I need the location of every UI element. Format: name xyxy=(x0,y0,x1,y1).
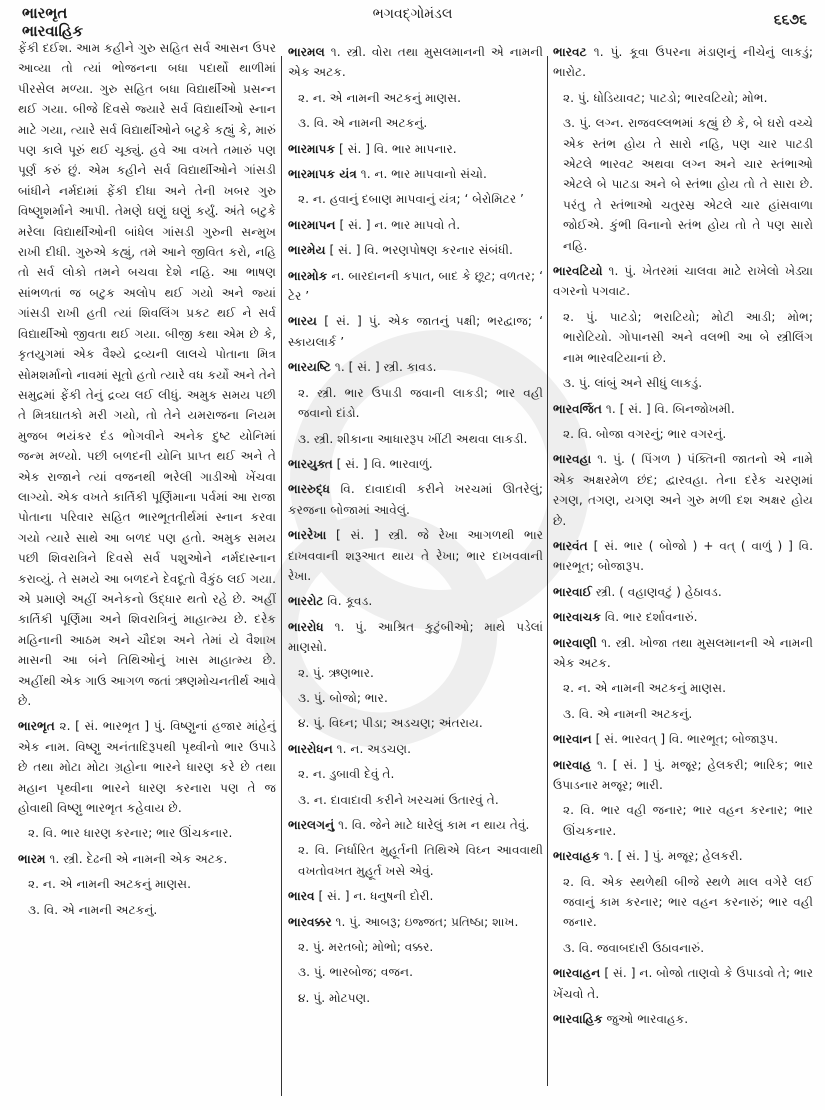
definition: [ સં. ] પું. એક જાતનું પક્ષી; ભરદ્વાજ; ‘ સ્કાયલાર્ક ’ xyxy=(288,314,544,349)
sense: ૩. પું. લગ્ન. રાજવલ્લભમાં કહ્યું છે કે, બે ઘરો વચ્ચે એક સ્તંભ હોય તે સારો નહિ, પણ ચાર પાટડી એટલે ભારવટ અથવા લગ્ન અને ચાર સ્તંભાઓ એટલે બે પાટડા અને બે સ્તંભા હોય તો તે સારા છે. પરંતુ તે સ્તંભાઓ ચતુરસ્ર એટલે ચાર હાંસવાળા જોઈએ. કુંભી વિનાનો સ્તંભ હોય તો તે પણ સારો નહિ. xyxy=(563,116,813,253)
headword: ભારવાહક xyxy=(553,849,600,864)
dictionary-entry xyxy=(553,607,813,627)
headword: ભારરુદ્ધ xyxy=(288,482,331,497)
definition: [ સં. ] વિ. ભારવાળું. xyxy=(336,456,433,471)
headword: ભારયષ્ટિ xyxy=(288,360,332,375)
definition: ૧. [ સં. ] પું. મજૂર; હેલકરી; ભારિક; ભાર ઉપાડનાર મજૂર; ભારી. xyxy=(553,757,813,792)
definition: જુઓ ભારવાહક. xyxy=(606,1012,689,1027)
headword: ભારવહા xyxy=(553,452,592,467)
dictionary-entry xyxy=(288,42,543,83)
dictionary-entry xyxy=(288,739,543,759)
headword: ભારવ xyxy=(288,889,315,904)
headword: ભારવાહિક xyxy=(553,1012,603,1027)
headword: ભારવક્કર xyxy=(288,914,332,929)
headword: ભારવાન xyxy=(553,732,592,747)
headword: ભારરોટ xyxy=(288,594,324,609)
sense: ૨. વિ. નિર્ધારિત મુહૂર્તની તિથિએ વિઘ્ન આવવાથી વખતોવખત મુહૂર્ત ખસે એવું. xyxy=(298,843,543,878)
column-middle xyxy=(288,42,543,1100)
headword: ભારવાઈ xyxy=(553,584,593,599)
headword: ભારવાણી xyxy=(553,635,597,650)
dictionary-entry xyxy=(553,536,813,577)
sense: ૨. પું. મરતબો; મોભો; વક્કર. xyxy=(298,940,434,955)
dictionary-entry xyxy=(288,886,543,906)
sense: ૪. પું. વિઘ્ન; પીડા; અડચણ; અંતરાય. xyxy=(298,716,483,731)
definition: ૧. પું. કૂવા ઉપરના મંડાણનું નીચેનું લાકડું; ભારોટ. xyxy=(553,45,813,80)
definition: [ સં. ] વિ. ભાર માપનાર. xyxy=(339,141,457,156)
dictionary-entry xyxy=(18,716,276,818)
dictionary-entry xyxy=(288,479,543,520)
dictionary-entry xyxy=(553,399,813,419)
dictionary-entry xyxy=(553,582,813,602)
sense: ૩. પું. ભારબોજ; વજન. xyxy=(298,965,413,980)
definition: ૧. [ સં. ] વિ. બિનજોખમી. xyxy=(605,401,735,416)
sense: ૩. વિ. એ નામની અટકનું. xyxy=(28,902,158,917)
sense: ૨. ન. એ નામની અટકનું માણસ. xyxy=(563,681,727,696)
dictionary-entry xyxy=(553,846,813,866)
definition: સ્ત્રી. ( વહાણવટું ) હેઠાવડ. xyxy=(595,584,722,599)
sense: ૨. વિ. એક સ્થળેથી બીજે સ્થળે માલ વગેરે લઈ જવાનું કામ કરનાર; ભાર વહન કરનારું; ભાર વહી જનાર. xyxy=(563,874,813,930)
headword: ભારવાહન xyxy=(553,966,601,981)
sense: ૨. પું. ઋણભાર. xyxy=(298,665,374,680)
dictionary-entry xyxy=(553,42,813,83)
dictionary-entry xyxy=(288,815,543,835)
headword: ભારમેય xyxy=(288,243,326,258)
dictionary-entry xyxy=(553,449,813,531)
definition: વિ. કૂવડ. xyxy=(327,594,373,609)
dictionary-entry xyxy=(288,266,543,307)
headword: ભારલગનું xyxy=(288,818,335,832)
column-right xyxy=(553,42,813,1100)
sense: ૨. વિ. ભાર ધારણ કરનાર; ભાર ઊંચકનાર. xyxy=(28,826,233,841)
headword: ભારમોક xyxy=(288,268,328,283)
definition: ૧. સ્ત્રી. વોરા તથા મુસલમાનની એ નામની એક અટક. xyxy=(288,45,543,80)
headword: ભારય xyxy=(288,314,318,329)
headword: ભારમ xyxy=(18,851,46,866)
definition: ૧. ન. ભાર માપવાનો સંચો. xyxy=(360,167,487,182)
dictionary-entry xyxy=(288,454,543,474)
dictionary-entry xyxy=(553,963,813,1004)
definition: [ સં. ] ન. બોજો તાણવો કે ઉપાડવો તે; ભાર ખેંચવો તે. xyxy=(553,966,814,1001)
dictionary-entry xyxy=(288,215,543,235)
definition: ૧. વિ. જેને માટે ધારેલું કામ ન થાય તેવું. xyxy=(338,818,530,832)
guide-word-last: ભારવાહિક xyxy=(22,22,84,40)
sense: ૩. વિ. એ નામની અટકનું. xyxy=(298,116,428,131)
definition: ૧. [ સં. ] સ્ત્રી. કાવડ. xyxy=(334,360,437,375)
headword: ભારમાપક યંત્ર xyxy=(288,167,357,182)
definition: [ સં. ભારવત્ ] વિ. ભારભૂત; બોજારૂપ. xyxy=(595,732,779,747)
dictionary-entry xyxy=(288,139,543,159)
definition: [ સં. ] સ્ત્રી. જે રેખા આગળથી ભાર દાખવવાની શરૂઆત થાય તે રેખા; ભાર દાખવવાની રેખા. xyxy=(288,528,543,583)
definition: ન. બારદાનની કપાત, બાદ કે છૂટ; વળતર; ‘ ટેર ’ xyxy=(288,268,543,304)
definition: વિ. દાવાદાવી કરીને ખરચમાં ઊતરેલું; કરજના બોજામાં આવેલું. xyxy=(288,482,544,517)
dictionary-entry xyxy=(288,357,543,377)
sense: ૩. ન. દાવાદાવી કરીને ખરચમાં ઉતારવું તે. xyxy=(298,792,499,807)
dictionary-entry xyxy=(553,633,813,674)
sense: ૩. સ્ત્રી. શીકાના આધારરૂપ ખીંટી અથવા લાકડી. xyxy=(298,431,528,446)
sense: ૨. પું. ધોડિયાવટ; પાટડો; ભારવટિયો; મોભ. xyxy=(563,90,768,105)
definition: ૧. પું. ( પિંગળ ) પંક્તિની જાતનો એ નામે એક અક્ષરમેળ છંદ; દ્વારવહા. તેના દરેક ચરણમાં રગણ, તગણ, યગણ અને ગુરુ મળી દશ અક્ષર હોય છે. xyxy=(553,452,813,528)
sense: ૨. સ્ત્રી. ભાર ઉપાડી જવાની લાકડી; ભાર વહી જવાનો દાંડો. xyxy=(298,385,543,421)
definition: [ સં. ભાર ( બોજો ) + વત્ ( વાળું ) ] વિ. ભારભૂત; બોજારૂપ. xyxy=(553,538,813,574)
headword: ભારભૃત xyxy=(18,719,55,734)
dictionary-entry xyxy=(288,525,543,586)
sense: ૨. ન. હવાનું દબાણ માપવાનું યંત્ર; ‘ બેરોમિટર ’ xyxy=(298,192,524,207)
headword: ભારયુક્ત xyxy=(288,456,333,471)
definition: ૧. [ સં. ] પું. મજૂર; હેલકરી. xyxy=(603,849,743,864)
sense: ૪. પું. મોટપણ. xyxy=(298,990,371,1005)
definition: [ સં. ] વિ. ભરણપોષણ કરનાર સંબંધી. xyxy=(329,243,513,258)
headword: ભારવાચક xyxy=(553,610,601,625)
dictionary-entry xyxy=(18,849,276,869)
sense: ૨. ન. ડુબાવી દેવું તે. xyxy=(298,767,395,782)
dictionary-entry xyxy=(553,261,813,302)
definition: ૧. પું. આબરૂ; ઇજ્જત; પ્રતિષ્ઠા; શાખ. xyxy=(335,914,519,929)
dictionary-entry xyxy=(553,729,813,749)
page-header xyxy=(0,0,825,40)
headword: ભારવટિયો xyxy=(553,264,603,279)
sense: ૨. ન. એ નામની અટકનું માણસ. xyxy=(298,90,462,105)
definition: વિ. ભાર દર્શાવનારું. xyxy=(604,610,698,625)
column-divider xyxy=(281,56,282,1096)
sense: ૨. પું. પાટડો; ભરાટિયો; મોટી આડી; મોભ; ભારોટિયો. ગોપાનસી અને વલભી આ બે સ્ત્રીલિંગ નામ ભારવટિયાનાં છે. xyxy=(563,309,813,365)
continued-text: ફેંકી દઈશ. આમ કહીને ગુરુ સહિત સર્વ આસન ઉપર આવ્યા તો ત્યાં ભોજનના બધા પદાર્થો થાળીમાં પીરસેલ મળ્યા. ગુરુ સહિત બધા વિદ્યાર્થીઓ પ્રસન્ન થઈ ગયા. બીજે દિવસે જ્યારે સર્વ વિદ્યાર્થીઓ સ્નાન માટે ગયા, ત્યારે સર્વ વિદ્યાર્થીઓને બટુકે કહ્યું કે, મારું પણ કાલે પૂરું થઈ ચૂક્યું. હવે આ વખતે તમારું પણ પૂર્ણ કરું છું. એમ કહીને સર્વ વિદ્યાર્થીઓને ગાંસડી બાંધીને નર્મદામાં ફેંકી દીધા અને તેની ખબર ગુરુ વિષ્ણુશર્માને આપી. તેમણે ઘણું ઘણું કર્યું. અંતે બટુકે મરેલા વિદ્યાર્થીઓની બાંધેલ ગાંસડી ગુરુની સન્મુખ રાખી દીધી. ગુરુએ કહ્યું, તમે આને જીવિત કરો, નહિ તો સર્વ લોકો તમને બચવા દેશે નહિ. આ ભાષણ સાંભળતાં જ બટુક અલોપ થઈ ગયો અને જ્યાં ગાંસડી રાખી હતી ત્યાં શિવલિંગ પ્રકટ થઈ ને સર્વ વિદ્યાર્થીઓ જીવતા થઈ ગયા. બીજી કથા એમ છે કે, કૃતયુગમાં એક વૈશ્યે દ્રવ્યની લાલચે પોતાના મિત્ર સોમશર્માનો નાવમાં સૂતો હતો ત્યારે વધ કર્યો અને તેને સમુદ્રમાં ફેંકી તેનું દ્રવ્ય લઈ લીધું. અમુક સમય પછી તે મિત્રઘાતકો મરી ગયો, તો તેને યમરાજના નિયમ મુજબ ભયંકર દંડ ભોગવીને અનેક દુષ્ટ યોનિમાં જન્મ મળ્યો. પછી બળદની યોનિ પ્રાપ્ત થઈ અને તે એક રાજાને ત્યાં વજનથી ભરેલી ગાડીઓ ખેંચવા લાગ્યો. એક વખતે કાર્તિકી પૂર્ણિમાના પર્વમાં આ રાજા પોતાના પરિવાર સહિત ભારભૂતતીર્થમાં સ્નાન કરવા ગયો ત્યારે સાથે આ બળદ પણ હતો. અમુક સમય પછી શિવરાત્રિને દિવસે સર્વ પશુઓને નર્મદાસ્નાન કરાવ્યું. તે સમયે આ બળદને દેવદૂતો વૈકુંઠ લઈ ગયા. એ પ્રમાણે અહીં અનેકનો ઉદ્ધાર થતો રહે છે. અહીં કાર્તિકી પૂર્ણિમા અને શિવરાત્રિનું માહાત્મ્ય છે. દરેક મહિનાની આઠમ અને ચૌદશ અને તેમાં યે વૈશાખ માસની આ બંને તિથિઓનું ખાસ માહાત્મ્ય છે. અહીંથી એક ગાઉ આગળ જતાં ઋણમોચનતીર્થ આવે છે. xyxy=(18,41,276,708)
headword: ભારવર્જિત xyxy=(553,401,602,416)
headword: ભારવટ xyxy=(553,45,587,59)
headword: ભારવંત xyxy=(553,538,588,553)
sense: ૩. વિ. જવાબદારી ઉઠાવનારું. xyxy=(563,940,705,955)
dictionary-entry xyxy=(553,1009,813,1029)
definition: [ સં. ] ન. ભાર માપવો તે. xyxy=(339,217,461,232)
headword: ભારરોધન xyxy=(288,741,333,756)
headword: ભારમાપન xyxy=(288,217,336,232)
sense: ૩. પું. બોજો; ભાર. xyxy=(298,690,388,705)
headword: ભારરેખા xyxy=(288,528,327,543)
sense: ૨. વિ. બોજા વગરનું; ભાર વગરનું. xyxy=(563,426,727,441)
column-left xyxy=(18,38,276,1100)
dictionary-entry xyxy=(288,164,543,184)
dictionary-entry xyxy=(288,311,543,352)
column-divider xyxy=(547,56,548,1086)
definition: ૧. ન. અડચણ. xyxy=(336,741,412,756)
guide-word-first: ભારભૃત xyxy=(22,4,68,22)
definition: [ સં. ] ન. ધનુષની દોરી. xyxy=(318,889,434,904)
headword: ભારરોધ xyxy=(288,619,324,634)
dictionary-entry xyxy=(553,755,813,796)
sense: ૨. ન. એ નામની અટકનું માણસ. xyxy=(28,877,192,892)
definition: ૧. સ્ત્રી. દેઢની એ નામની એક અટક. xyxy=(49,851,228,866)
headword: ભારવાહ xyxy=(553,757,592,772)
page-number: ૬૬૭૬ xyxy=(773,12,807,28)
sense: ૩. વિ. એ નામની અટકનું. xyxy=(563,706,693,721)
sense: ૨. વિ. ભાર વહી જનાર; ભાર વહન કરનાર; ભાર ઊંચકનાર. xyxy=(563,803,813,838)
sense: ૩. પું. લાંબું અને સીધું લાકડું. xyxy=(563,376,703,391)
headword: ભારમલ xyxy=(288,45,325,59)
dictionary-entry xyxy=(288,912,543,932)
dictionary-entry xyxy=(288,591,543,611)
headword: ભારમાપક xyxy=(288,141,336,156)
definition: ૧. પું. આશ્રિત કુટુંબીઓ; માથે પડેલાં માણસો. xyxy=(288,619,544,655)
dictionary-entry xyxy=(288,617,543,658)
definition: ૧. પું. ખેતરમાં ચાલવા માટે રાખેલો ખેડ્યા વગરનો પગવાટ. xyxy=(553,264,813,299)
dictionary-entry xyxy=(288,240,543,260)
definition: ૨. [ સં. ભારભૃત ] પું. વિષ્ણુનાં હજાર માંહેનું એક નામ. વિષ્ણુ અનંતાદિરૂપથી પૃથ્વીનો ભાર ઉપાડે છે તથા મોટા મોટા ગ્રહોના ભારને ધારણ કરે છે તથા મહાન પૃથ્વીના ભારને ધારણ કરનારા પણ તે જ હોવાથી વિષ્ણુ ભારભૃત કહેવાય છે. xyxy=(18,719,277,816)
running-title: ભગવદ્ગોમંડલ xyxy=(372,6,453,22)
definition: ૧. સ્ત્રી. ખોજા તથા મુસલમાનની એ નામની એક અટક. xyxy=(553,635,813,670)
